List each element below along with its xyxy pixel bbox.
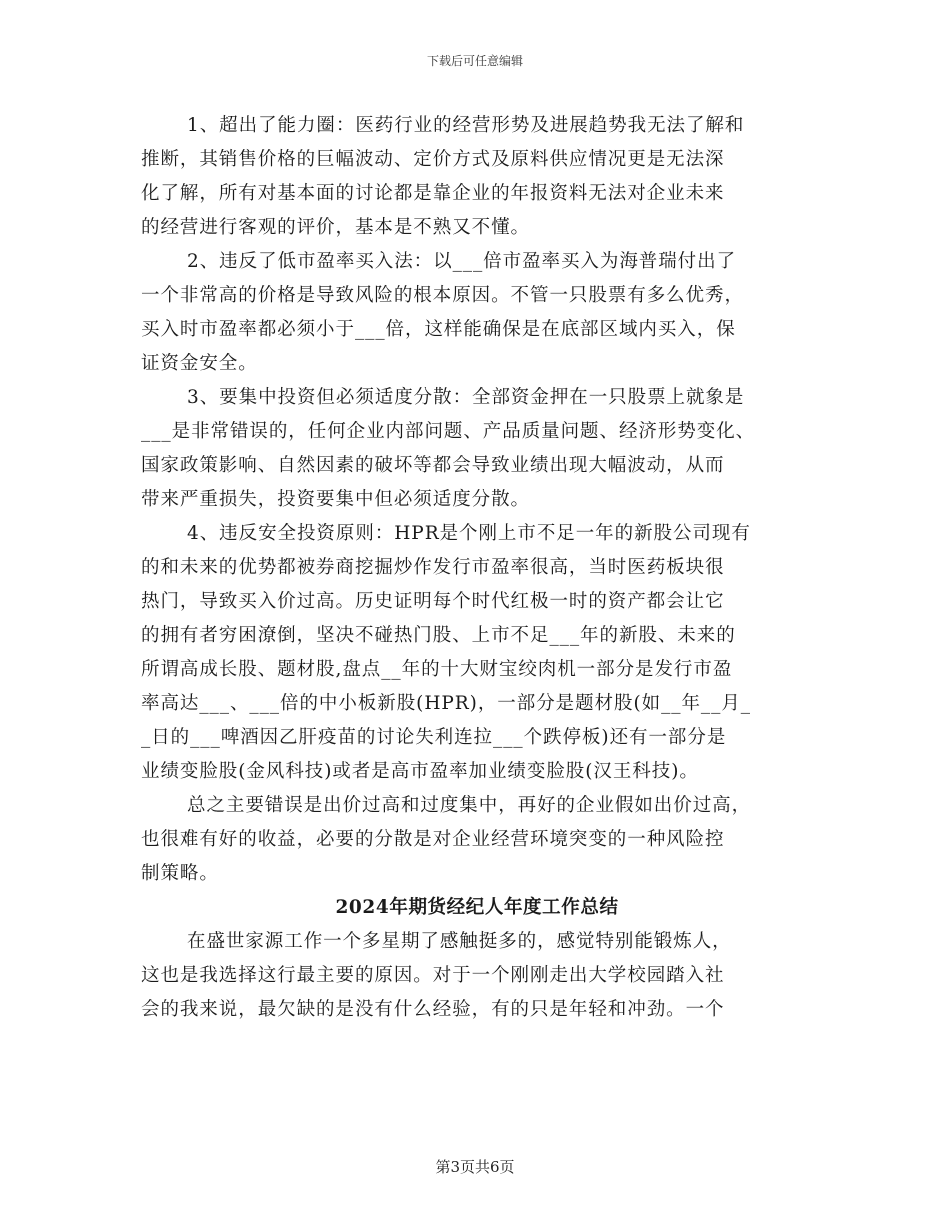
text-line: 在盛世家源工作一个多星期了感触挺多的，感觉特别能锻炼人， xyxy=(187,931,732,952)
text-line: 业绩变脸股(金风科技)或者是高市盈率加业绩变脸股(汉王科技)。 xyxy=(141,761,699,782)
paragraph-3 xyxy=(141,381,813,517)
text-line: 4、违反安全投资原则：HPR是个刚上市不足一年的新股公司现有 xyxy=(187,523,751,544)
text-line: 3、要集中投资但必须适度分散：全部资金押在一只股票上就象是 xyxy=(187,387,745,408)
text-line: ___是非常错误的，任何企业内部问题、产品质量问题、经济形势变化、 xyxy=(141,421,756,442)
text-line: 的拥有者穷困潦倒，坚决不碰热门股、上市不足___年的新股、未来的 xyxy=(141,625,736,646)
text-line: 热门，导致买入价过高。历史证明每个时代红极一时的资产都会让它 xyxy=(141,591,725,612)
text-line: _日的___啤酒因乙肝疫苗的讨论失利连拉___个跌停板)还有一部分是 xyxy=(141,727,727,748)
text-line: 会的我来说，最欠缺的是没有什么经验，有的只是年轻和冲劲。一个 xyxy=(141,999,725,1020)
page-header: 下载后可任意编辑 xyxy=(426,54,523,68)
text-line: 总之主要错误是出价过高和过度集中，再好的企业假如出价过高， xyxy=(187,795,752,816)
text-line: 化了解，所有对基本面的讨论都是靠企业的年报资料无法对企业未来 xyxy=(141,183,725,204)
text-line: 制策略。 xyxy=(141,863,219,884)
text-line: 1、超出了能力圈：医药行业的经营形势及进展趋势我无法了解和 xyxy=(187,115,745,136)
text-line: 证资金安全。 xyxy=(141,353,258,374)
paragraph-2 xyxy=(141,245,813,381)
text-line: 一个非常高的价格是导致风险的根本原因。不管一只股票有多么优秀， xyxy=(141,285,744,306)
section-title: 2024年期货经纪人年度工作总结 xyxy=(335,897,619,918)
text-line: 所谓高成长股、题材股,盘点__年的十大财宝绞肉机一部分是发行市盈 xyxy=(141,659,733,680)
document-body xyxy=(141,109,813,1027)
text-line: 2、违反了低市盈率买入法：以___倍市盈率买入为海普瑞付出了 xyxy=(187,251,737,272)
paragraph-4 xyxy=(141,517,813,789)
text-line: 国家政策影响、自然因素的破坏等都会导致业绩出现大幅波动，从而 xyxy=(141,455,725,476)
text-line: 推断，其销售价格的巨幅波动、定价方式及原料供应情况更是无法深 xyxy=(141,149,725,170)
text-line: 买入时市盈率都必须小于___倍，这样能确保是在底部区域内买入，保 xyxy=(141,319,736,340)
text-line: 的和未来的优势都被券商挖掘炒作发行市盈率很高，当时医药板块很 xyxy=(141,557,725,578)
text-line: 率高达___、___倍的中小板新股(HPR)，一部分是题材股(如__年__月_ xyxy=(141,693,751,714)
section-paragraph-1 xyxy=(141,925,813,1027)
paragraph-5 xyxy=(141,789,813,891)
text-line: 也很难有好的收益，必要的分散是对企业经营环境突变的一种风险控 xyxy=(141,829,725,850)
page-footer: 第3页共6页 xyxy=(435,1158,515,1176)
text-line: 的经营进行客观的评价，基本是不熟又不懂。 xyxy=(141,217,531,238)
text-line: 这也是我选择这行最主要的原因。对于一个刚刚走出大学校园踏入社 xyxy=(141,965,725,986)
text-line: 带来严重损失，投资要集中但必须适度分散。 xyxy=(141,489,531,510)
paragraph-1 xyxy=(141,109,813,245)
